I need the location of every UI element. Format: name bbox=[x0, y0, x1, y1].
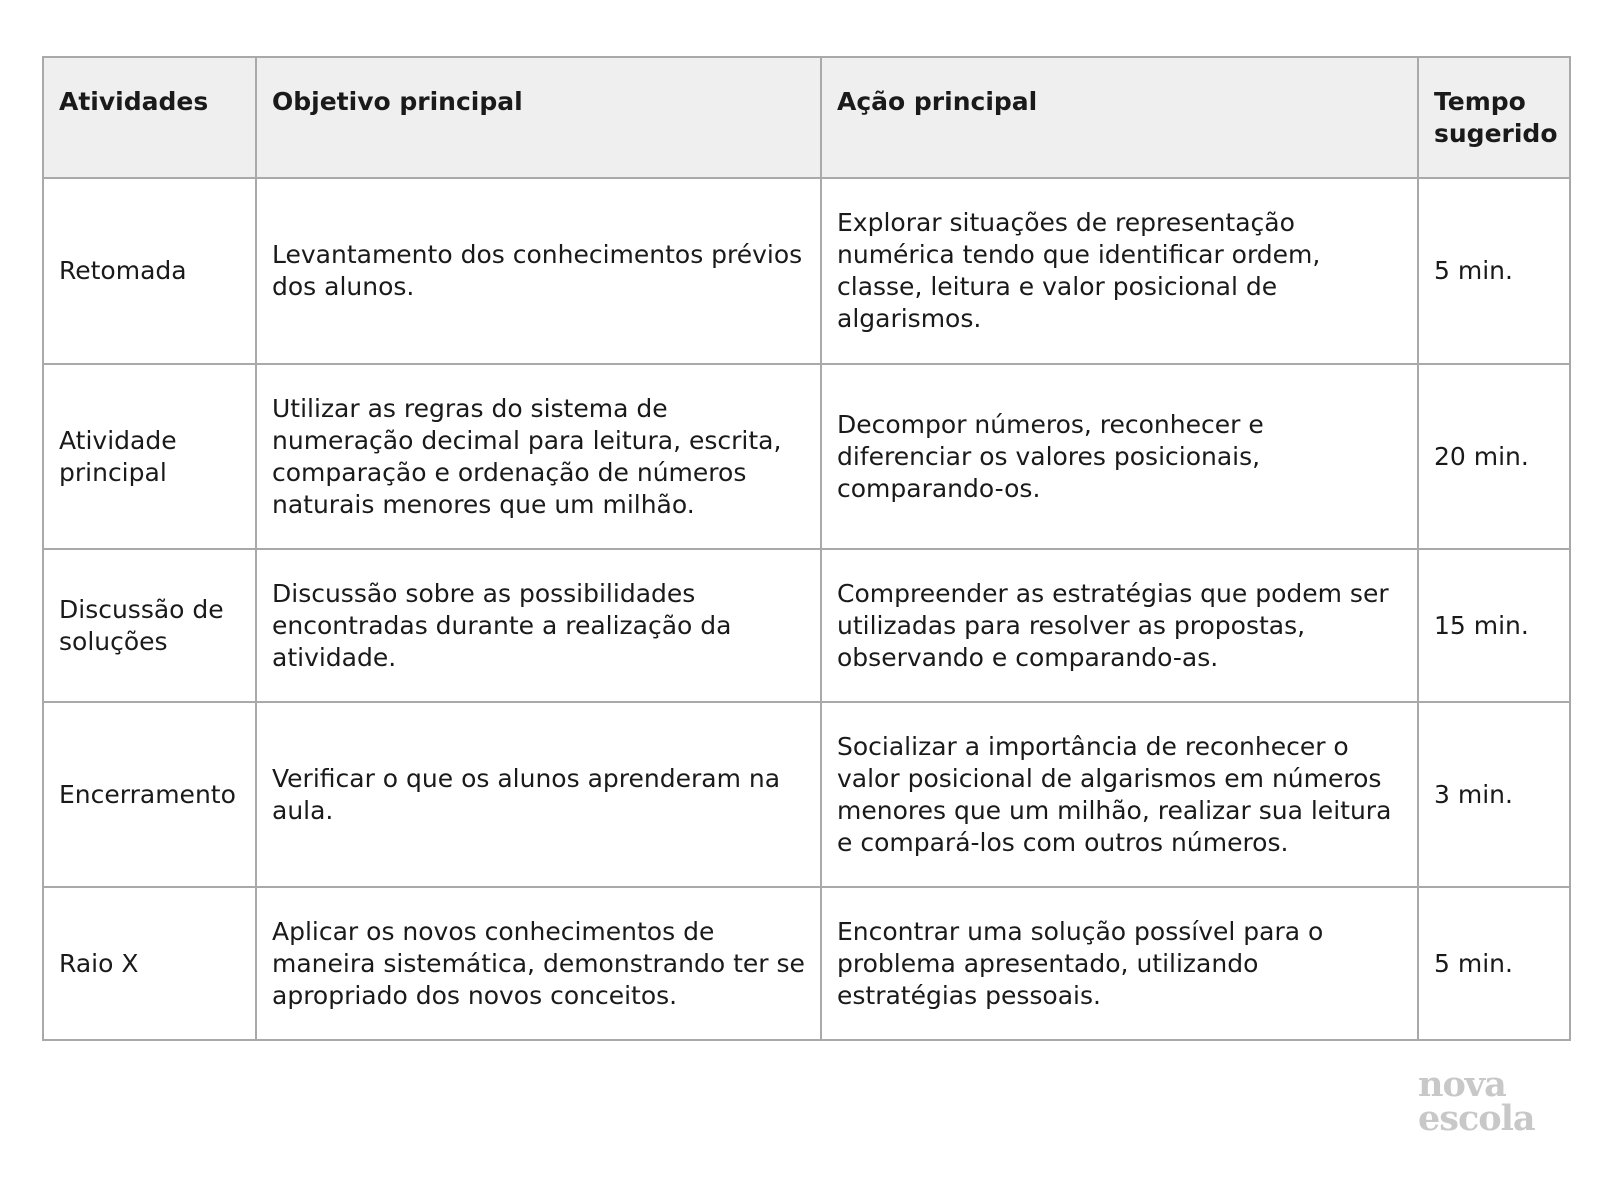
cell-atividade: Discussão de soluções bbox=[43, 549, 256, 702]
header-acao-principal: Ação principal bbox=[821, 57, 1418, 178]
table-row bbox=[43, 887, 1570, 1040]
table-header bbox=[43, 57, 1570, 178]
cell-objetivo: Discussão sobre as possibilidades encontradas durante a realização da atividade. bbox=[256, 549, 821, 702]
header-row bbox=[43, 57, 1570, 178]
table-row bbox=[43, 364, 1570, 549]
cell-atividade: Raio X bbox=[43, 887, 256, 1040]
cell-acao: Socializar a importância de reconhecer o valor posicional de algarismos em números menores que um milhão, realizar sua leitura e compará-los com outros números. bbox=[821, 702, 1418, 887]
logo-line-escola: escola bbox=[1418, 1098, 1535, 1139]
cell-objetivo: Utilizar as regras do sistema de numeração decimal para leitura, escrita, comparação e ordenação de números naturais menores que um milhão. bbox=[256, 364, 821, 549]
cell-acao: Encontrar uma solução possível para o problema apresentado, utilizando estratégias pessoais. bbox=[821, 887, 1418, 1040]
cell-tempo: 20 min. bbox=[1418, 364, 1570, 549]
cell-atividade: Encerramento bbox=[43, 702, 256, 887]
lesson-plan-table bbox=[42, 56, 1571, 1041]
cell-tempo: 5 min. bbox=[1418, 887, 1570, 1040]
logo-line-nova: nova bbox=[1418, 1064, 1506, 1105]
cell-acao: Decompor números, reconhecer e diferenciar os valores posicionais, comparando-os. bbox=[821, 364, 1418, 549]
header-tempo-sugerido: Tempo sugerido bbox=[1418, 57, 1570, 178]
cell-objetivo: Verificar o que os alunos aprenderam na aula. bbox=[256, 702, 821, 887]
cell-atividade: Atividade principal bbox=[43, 364, 256, 549]
cell-tempo: 15 min. bbox=[1418, 549, 1570, 702]
cell-tempo: 5 min. bbox=[1418, 178, 1570, 364]
cell-acao: Compreender as estratégias que podem ser utilizadas para resolver as propostas, observando e comparando-as. bbox=[821, 549, 1418, 702]
cell-objetivo: Aplicar os novos conhecimentos de maneira sistemática, demonstrando ter se apropriado dos novos conceitos. bbox=[256, 887, 821, 1040]
cell-objetivo: Levantamento dos conhecimentos prévios dos alunos. bbox=[256, 178, 821, 364]
table-row bbox=[43, 549, 1570, 702]
cell-tempo: 3 min. bbox=[1418, 702, 1570, 887]
table-body bbox=[43, 178, 1570, 1040]
cell-acao: Explorar situações de representação numérica tendo que identificar ordem, classe, leitura e valor posicional de algarismos. bbox=[821, 178, 1418, 364]
header-atividades: Atividades bbox=[43, 57, 256, 178]
table-row bbox=[43, 702, 1570, 887]
cell-atividade: Retomada bbox=[43, 178, 256, 364]
header-objetivo-principal: Objetivo principal bbox=[256, 57, 821, 178]
nova-escola-logo bbox=[1418, 1064, 1548, 1139]
table-row bbox=[43, 178, 1570, 364]
